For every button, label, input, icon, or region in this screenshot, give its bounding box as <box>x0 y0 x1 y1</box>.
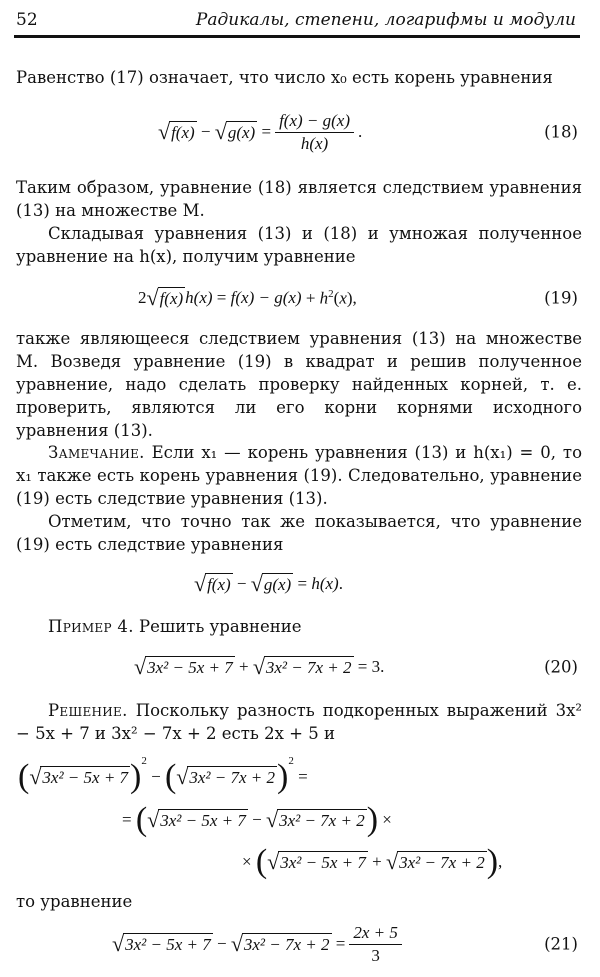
example-label: Пример 4. <box>48 617 134 636</box>
equation-19: 2 √ f(x) h(x) = f(x) − g(x) + $h^2(x)$, (19) <box>138 285 578 310</box>
remark-paragraph <box>16 441 582 510</box>
equation-unnumbered: √ f(x) − √ g(x) = h(x) . <box>194 571 343 596</box>
display-line-3: × ( √ 3x² − 5x + 7 + √ 3x² − 7x + 2 ) , <box>242 843 503 880</box>
equation-number-21: (21) <box>544 934 578 954</box>
solution-label: Решение. <box>48 701 128 720</box>
fraction-18: $\frac{f(x) - g(x)}{h(x)}$ <box>275 111 354 154</box>
paragraph-2: Таким образом, уравнение (18) является следствием уравнения (13) на множестве M. <box>16 178 582 220</box>
paragraph-6: Отметим, что точно так же показывается, что уравнение (19) есть следствие уравнения <box>16 512 582 554</box>
equation-number-20: (20) <box>544 657 578 677</box>
sqrt-g: √ g(x) <box>214 119 256 144</box>
solution-text: Поскольку разность подкоренных выражений 3x² − 5x + 7 и 3x² − 7x + 2 есть 2x + 5 и <box>16 701 583 743</box>
fraction-21: $\frac{2x + 5}{3}$ <box>349 923 402 966</box>
equation-20: √ 3x² − 5x + 7 + √ 3x² − 7x + 2 = 3. (20) <box>134 654 578 679</box>
remark-label: Замечание. <box>48 443 145 462</box>
example-paragraph <box>16 615 582 638</box>
equation-number-18: (18) <box>544 122 578 142</box>
display-line-2: = ( √ 3x² − 5x + 7 − √ 3x² − 7x + 2 ) × <box>122 801 392 838</box>
paragraph-1: Равенство (17) означает, что число x₀ есть корень уравнения <box>16 68 553 87</box>
sqrt-f: √ f(x) <box>158 119 195 144</box>
equation-21: √ 3x² − 5x + 7 − √ 3x² − 7x + 2 = $\frac{2x + 5}{3}$ (21) <box>112 922 578 965</box>
page-number: 52 <box>16 10 38 30</box>
paragraph-3: Складывая уравнения (13) и (18) и умножая полученное уравнение на h(x), получим уравнение <box>16 224 582 266</box>
running-title: Радикалы, степени, логарифмы и модули <box>195 10 576 30</box>
page-header <box>14 8 580 32</box>
remark-text: Если x₁ — корень уравнения (13) и h(x₁) = 0, то x₁ также есть корень уравнения (19). Следовательно, уравнение (19) есть следствие уравнения (13). <box>16 443 582 508</box>
header-rule <box>14 35 580 38</box>
equation-18: √ f(x) − √ g(x) = $\frac{f(x) - g(x)}{h(x)}$ . (18) <box>158 110 578 153</box>
equation-number-19: (19) <box>544 288 578 308</box>
solution-paragraph <box>16 699 582 745</box>
paragraph-4: также являющееся следствием уравнения (13) на множестве M. Возведя уравнение (19) в квадрат и решив полученное уравнение, надо сделать проверку найденных корней, т. е. проверить, являются ли его корни корнями исходного уравнения (13). <box>16 329 582 440</box>
paragraph-then: то уравнение <box>16 892 133 911</box>
display-line-1: ( √ 3x² − 5x + 7 ) $^2$ − ( √ 3x² − 7x + 2 ) $^2$ = <box>18 755 308 795</box>
example-text: Решить уравнение <box>139 617 302 636</box>
